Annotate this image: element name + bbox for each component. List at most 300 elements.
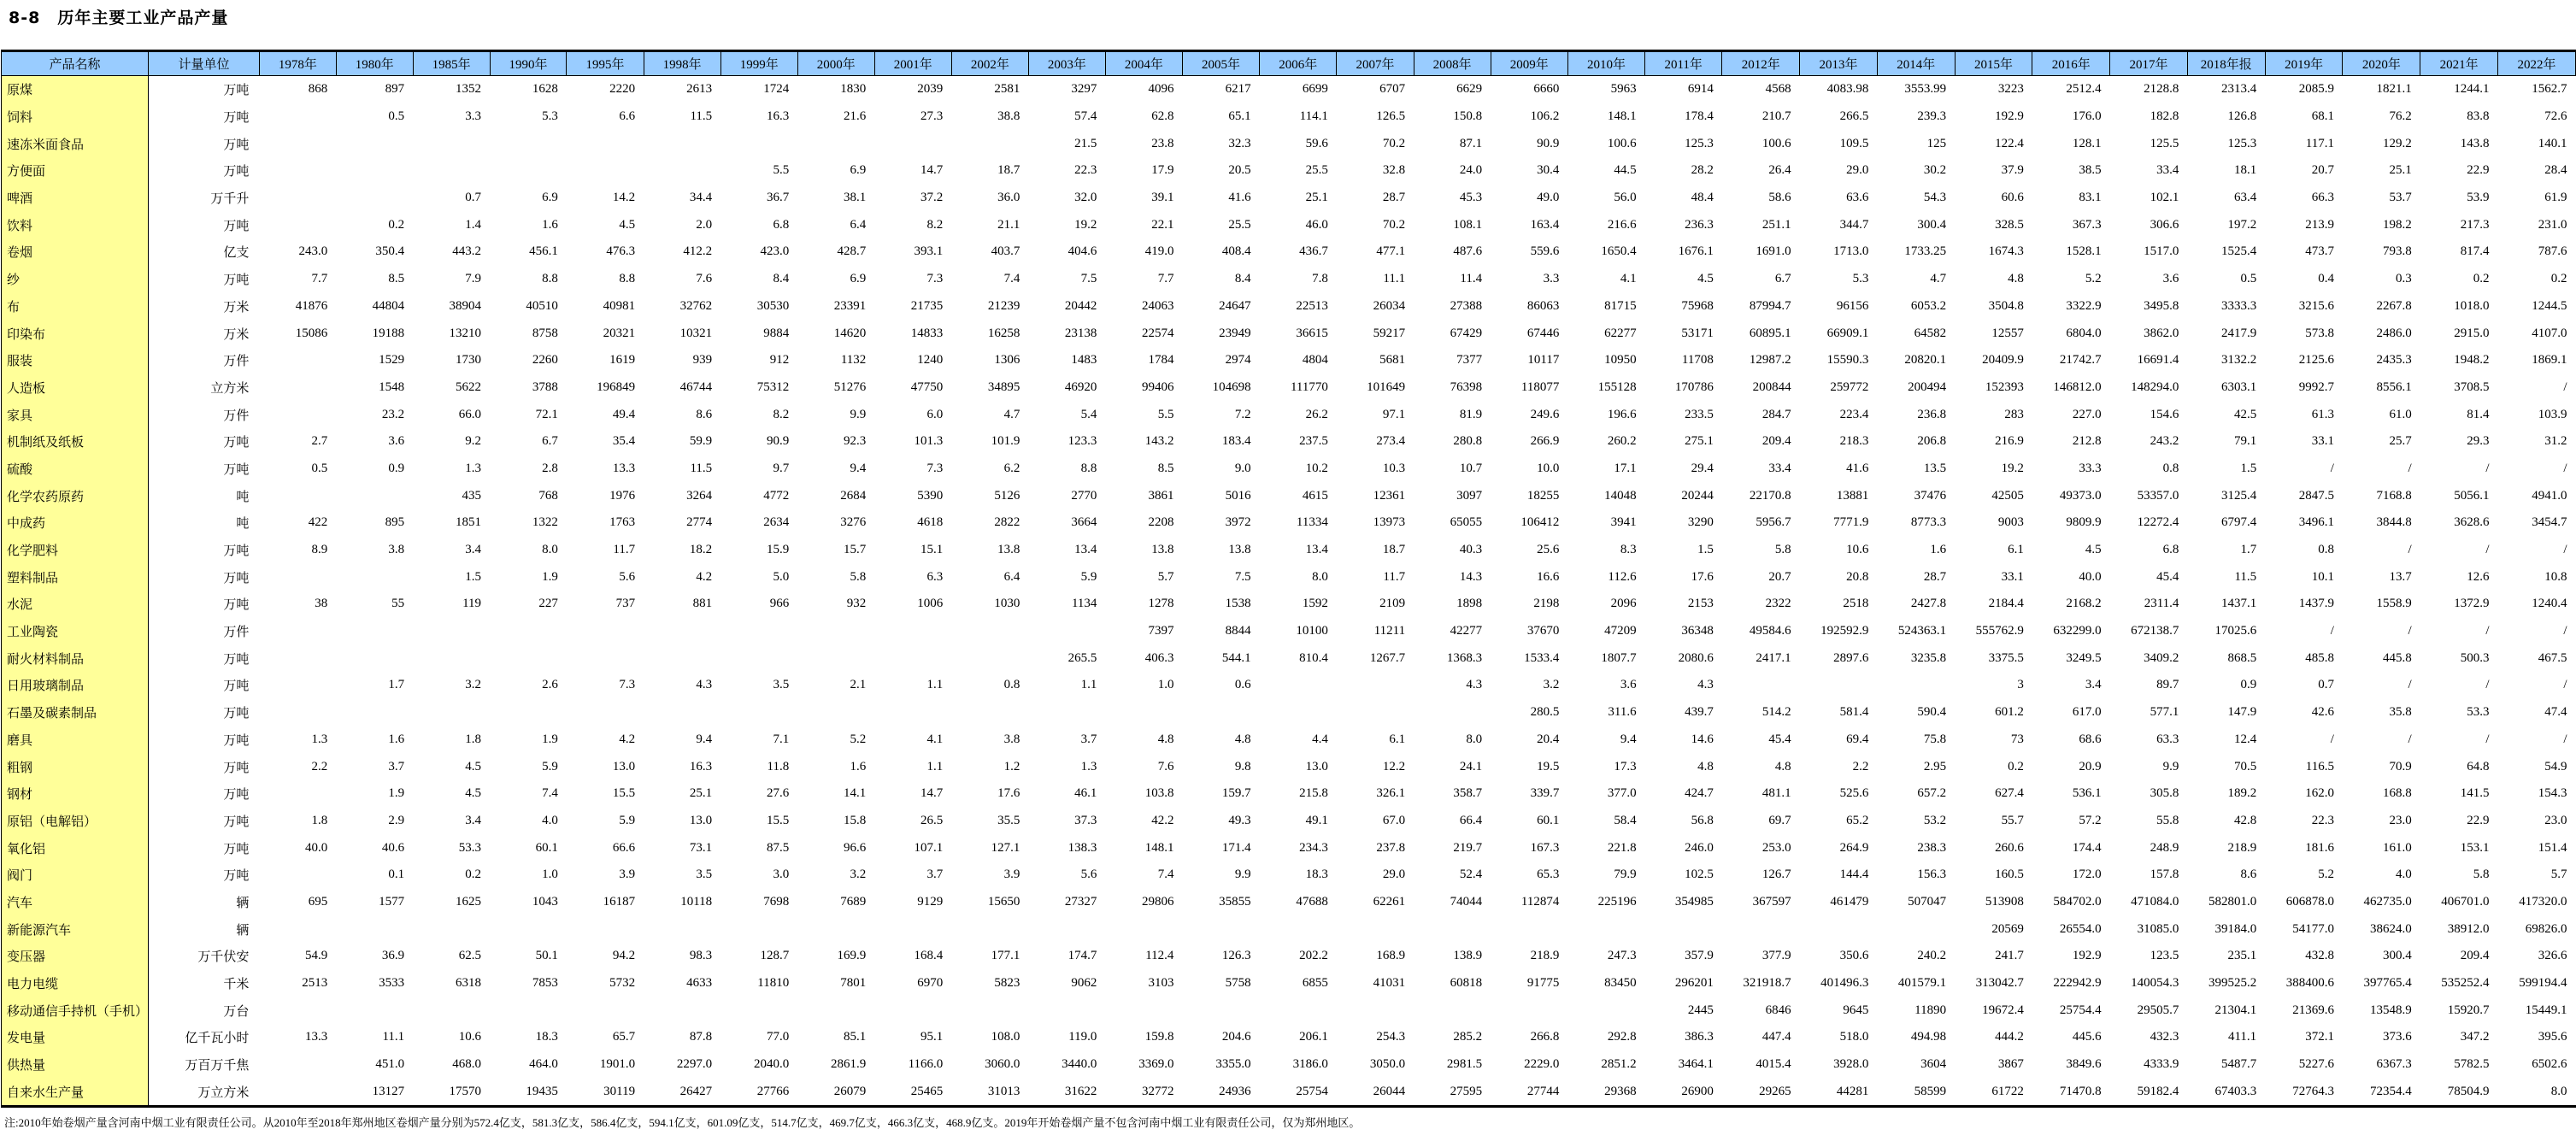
value-cell: 3849.6 [2066,1057,2102,1072]
value-cell: 94.2 [612,949,636,963]
value-cell: 5.9 [1080,569,1097,584]
value-cell: 0.2 [465,868,482,882]
value-cell: 2128.8 [2144,82,2179,97]
value-cell: 32.0 [1074,191,1097,205]
value-cell: 2417.1 [1756,650,1791,665]
unit-cell: 万吨 [223,219,250,233]
value-cell: 3.5 [773,678,790,692]
value-cell [413,644,490,672]
value-cell: 19672.4 [1982,1003,2024,1017]
value-cell: 20321 [603,326,636,340]
value-cell: 59217 [1373,326,1406,340]
unit-cell: 万吨 [223,111,250,126]
value-cell: 197.2 [2227,217,2257,232]
value-cell: 25.1 [1305,191,1328,205]
product-name-cell: 硫酸 [2,456,149,483]
value-cell: 632299.0 [2053,624,2102,638]
value-cell: 1306 [994,353,1020,368]
value-cell: 16.3 [766,109,790,124]
value-cell: / [2563,678,2567,692]
value-cell: 6629 [1456,82,1483,97]
value-cell [720,644,797,672]
value-cell: 46920 [1064,379,1097,394]
value-cell: 1.6 [1930,543,1947,557]
value-cell: 9.9 [2162,759,2179,773]
value-cell: 87.8 [689,1030,713,1044]
value-cell: 462735.0 [2363,894,2412,909]
value-cell: 49.0 [1537,191,1560,205]
value-cell: 54.3 [1923,191,1947,205]
product-name-cell: 化学农药原药 [2,482,149,509]
value-cell: 406.3 [1144,650,1174,665]
value-cell: 3.0 [773,868,790,882]
value-cell: 15590.3 [1826,353,1869,368]
value-cell: 10.7 [1459,461,1483,475]
value-cell [644,618,720,645]
value-cell: 3788 [532,379,558,394]
value-cell: 2897.6 [1833,650,1869,665]
value-cell: 0.5 [2240,272,2257,286]
value-cell: 26554.0 [2059,921,2102,936]
value-cell: 3454.7 [2532,515,2567,530]
product-name-cell: 石墨及碳素制品 [2,699,149,726]
value-cell: 141.5 [2460,786,2490,801]
value-cell: / [2563,379,2567,394]
value-cell: 2168.2 [2066,597,2102,611]
value-cell: 3223 [1997,82,2024,97]
value-cell: 5.9 [619,813,636,827]
value-cell: 8.2 [773,407,790,421]
value-cell: 5823 [994,976,1020,991]
value-cell: 238.3 [1917,840,1947,855]
value-cell: 424.7 [1685,786,1714,801]
value-cell: 9.2 [465,434,482,449]
table-row [2,157,2576,185]
table-row [2,591,2576,618]
value-cell: 966 [769,597,790,611]
value-cell: 3215.6 [2298,298,2334,313]
value-cell: 10950 [1604,353,1637,368]
value-cell: 58.4 [1614,813,1637,827]
value-cell: 5.7 [2550,868,2567,882]
value-cell: 581.4 [1839,705,1869,720]
value-cell: 33.1 [2311,434,2334,449]
value-cell: 47.4 [2544,705,2567,720]
value-cell: 4.0 [2395,868,2412,882]
value-cell: 64.8 [2467,759,2490,773]
value-cell: 22.3 [1074,163,1097,178]
value-cell: 36348 [1681,624,1714,638]
value-cell: 8758 [532,326,558,340]
value-cell: 204.6 [1221,1030,1251,1044]
value-cell: 2.2 [1852,759,1869,773]
value-cell: 273.4 [1376,434,1406,449]
value-cell: 444.2 [1995,1030,2024,1044]
value-cell: 24063 [1141,298,1174,313]
value-cell: 38.5 [2079,163,2102,178]
products-table [1,50,2576,1108]
product-name-cell: 中成药 [2,509,149,537]
value-cell: 62.8 [1151,109,1174,124]
value-cell: 7.3 [926,272,944,286]
value-cell: 27595 [1450,1084,1483,1098]
value-cell: 2512.4 [2066,82,2102,97]
value-cell: 7.1 [773,732,790,746]
value-cell: 525.6 [1839,786,1869,801]
value-cell: 103.9 [2538,407,2567,421]
value-cell: 54.9 [305,949,328,963]
column-header: 2015年 [1955,51,2032,76]
value-cell: 9.7 [773,461,790,475]
value-cell: 1.7 [2240,543,2257,557]
value-cell: 1043 [532,894,558,909]
value-cell: 7698 [763,894,790,909]
value-cell: 172.0 [2072,868,2102,882]
value-cell: 19.2 [2001,461,2024,475]
value-cell: 162.0 [2305,786,2334,801]
value-cell: 111770 [1290,379,1328,394]
unit-cell: 亿支 [223,246,250,261]
value-cell: 377.9 [1761,949,1791,963]
value-cell: 22513 [1296,298,1328,313]
value-cell: 17.6 [1691,569,1714,584]
value-cell: 339.7 [1530,786,1560,801]
value-cell: 2.8 [542,461,558,475]
value-cell: 2981.5 [1446,1057,1483,1072]
table-row [2,1024,2576,1051]
value-cell: / [2408,732,2412,746]
value-cell [259,401,336,428]
value-cell: 476.3 [606,244,636,259]
value-cell: 47750 [910,379,944,394]
value-cell: 485.8 [2305,650,2334,665]
value-cell: 6.8 [2162,543,2179,557]
value-cell: 15449.1 [2525,1003,2567,1017]
value-cell: 3060.0 [985,1057,1020,1072]
value-cell: 29.0 [1846,163,1869,178]
value-cell: 112874 [1520,894,1560,909]
value-cell: 0.5 [388,109,405,124]
value-cell: 55.8 [2156,813,2179,827]
product-name-cell: 磨具 [2,726,149,754]
unit-cell: 万吨 [223,544,250,559]
value-cell: 1.0 [542,868,558,882]
value-cell: 90.9 [766,434,790,449]
value-cell: 25.1 [689,786,713,801]
value-cell: 275.1 [1685,434,1714,449]
value-cell: 40.0 [2079,569,2102,584]
value-cell [1722,915,1800,943]
value-cell [1105,699,1182,726]
value-cell: / [2408,543,2412,557]
column-header: 2020年 [2343,51,2420,76]
value-cell: 148.1 [1144,840,1174,855]
value-cell: 1437.1 [2220,597,2257,611]
value-cell: 584702.0 [2053,894,2102,909]
value-cell: / [2485,461,2490,475]
value-cell: 6053.2 [1910,298,1947,313]
value-cell: 2.9 [388,813,405,827]
value-cell: 1807.7 [1601,650,1637,665]
value-cell: 6804.0 [2066,326,2102,340]
value-cell: 25465 [910,1084,944,1098]
value-cell: 4.1 [926,732,944,746]
value-cell: 2417.9 [2220,326,2257,340]
value-cell: 1713.0 [1833,244,1869,259]
value-cell: 6707 [1379,82,1406,97]
value-cell: 21.1 [997,217,1020,232]
value-cell: 237.5 [1299,434,1328,449]
value-cell: 2080.6 [1678,650,1714,665]
value-cell: 72354.4 [2369,1084,2412,1098]
value-cell [567,130,644,157]
product-name-cell: 印染布 [2,320,149,347]
value-cell: 210.7 [1761,109,1791,124]
value-cell: 1132 [840,353,867,368]
value-cell: 3.4 [2085,678,2102,692]
value-cell: 20442 [1064,298,1097,313]
value-cell: 98.3 [689,949,713,963]
value-cell: 7.6 [696,272,713,286]
value-cell: 37.2 [920,191,944,205]
value-cell: 266.5 [1839,109,1869,124]
value-cell: / [2330,732,2334,746]
value-cell: 27744 [1526,1084,1560,1098]
value-cell: 27766 [756,1084,790,1098]
value-cell [1260,997,1337,1024]
value-cell: 218.9 [1530,949,1560,963]
value-cell: 3276 [840,515,867,530]
unit-cell: 吨 [236,490,250,504]
unit-cell: 万吨 [223,815,250,829]
product-name-cell: 纱 [2,266,149,293]
value-cell: 555762.9 [1975,624,2024,638]
value-cell: 11.5 [690,461,713,475]
value-cell: / [2485,732,2490,746]
value-cell: 868 [308,82,328,97]
value-cell: 178.4 [1685,109,1714,124]
value-cell: 182.8 [2150,109,2179,124]
value-cell: 81.4 [2467,407,2490,421]
column-header: 2005年 [1182,51,1259,76]
value-cell: 148.1 [1607,109,1637,124]
value-cell: 1674.3 [1988,244,2024,259]
value-cell [336,130,413,157]
value-cell [259,374,336,402]
value-cell [336,997,413,1024]
value-cell: 38.1 [844,191,867,205]
value-cell: 1763 [609,515,636,530]
value-cell: 7.3 [926,461,944,475]
column-header: 1985年 [413,51,490,76]
value-cell: 13.8 [1151,543,1174,557]
value-cell: 246.0 [1685,840,1714,855]
value-cell: 4.8 [1234,732,1251,746]
value-cell: 284.7 [1761,407,1791,421]
value-cell: 1976 [609,488,636,503]
value-cell: 2267.8 [2376,298,2412,313]
value-cell: 6660 [1533,82,1560,97]
value-cell: 73 [2010,732,2024,746]
value-cell [259,130,336,157]
value-cell: 3495.8 [2144,298,2179,313]
value-cell: 49.4 [612,407,636,421]
value-cell: 138.9 [1453,949,1483,963]
value-cell: 5782.5 [2454,1057,2490,1072]
value-cell: 13127 [372,1084,405,1098]
value-cell: 72.1 [535,407,558,421]
value-cell: 59182.4 [2137,1084,2179,1098]
value-cell: 60.1 [535,840,558,855]
product-name-cell: 服装 [2,347,149,374]
value-cell: 6970 [917,976,944,991]
value-cell: 22.9 [2467,813,2490,827]
value-cell: 11.8 [767,759,790,773]
column-header: 产品名称 [2,51,149,76]
value-cell: 443.2 [452,244,482,259]
value-cell: 144.4 [1839,868,1869,882]
value-cell: 12.4 [2233,732,2257,746]
value-cell [644,997,720,1024]
value-cell: 2613 [686,82,713,97]
value-cell: 412.2 [683,244,713,259]
unit-cell: 万吨 [223,84,250,98]
value-cell: 912 [769,353,790,368]
value-cell: 112.6 [1608,569,1637,584]
value-cell: 2322 [1765,597,1791,611]
value-cell: 154.3 [2538,786,2567,801]
value-cell: 350.4 [375,244,405,259]
product-name-cell: 机制纸及纸板 [2,428,149,456]
value-cell [951,997,1028,1024]
value-cell: 7168.8 [2376,488,2412,503]
value-cell: 5956.7 [1756,515,1791,530]
unit-cell: 万吨 [223,788,250,803]
value-cell: 225196 [1597,894,1637,909]
value-cell: 296201 [1674,976,1714,991]
value-cell: 1628 [532,82,558,97]
value-cell [874,644,951,672]
value-cell: 27327 [1064,894,1097,909]
value-cell: 11.1 [1383,272,1406,286]
value-cell: 26.4 [1768,163,1791,178]
value-cell: 26.5 [920,813,944,827]
value-cell: 218.9 [2227,840,2257,855]
value-cell: 4.5 [465,786,482,801]
value-cell: 435 [462,488,482,503]
value-cell: 305.8 [2150,786,2179,801]
product-name-cell: 粗钢 [2,753,149,780]
value-cell: 507047 [1908,894,1947,909]
value-cell: 2153 [1687,597,1714,611]
value-cell: 6.3 [926,569,944,584]
value-cell [720,130,797,157]
value-cell: 22.3 [2311,813,2334,827]
value-cell: 44.5 [1614,163,1637,178]
value-cell: 10.3 [1382,461,1406,475]
value-cell: 6318 [456,976,482,991]
table-header-row [2,51,2576,76]
value-cell: 81715 [1604,298,1637,313]
value-cell: 75312 [756,379,790,394]
value-cell [259,699,336,726]
value-cell: 10117 [1527,353,1560,368]
value-cell: 9992.7 [2298,379,2334,394]
table-row [2,862,2576,889]
value-cell: 100.6 [1761,136,1791,150]
value-cell: 793.8 [2382,244,2412,259]
value-cell: 373.6 [2382,1030,2412,1044]
value-cell: 3.4 [465,543,482,557]
unit-cell: 万吨 [223,761,250,775]
value-cell: 487.6 [1453,244,1483,259]
column-header: 2010年 [1567,51,1644,76]
value-cell: 393.1 [914,244,944,259]
unit-cell: 万件 [223,626,250,640]
value-cell: 0.4 [2318,272,2334,286]
value-cell: 212.8 [2072,434,2102,449]
column-header: 1999年 [720,51,797,76]
value-cell: 1558.9 [2376,597,2412,611]
value-cell: 3844.8 [2376,515,2412,530]
value-cell: 5622 [456,379,482,394]
value-cell: 55 [391,597,405,611]
value-cell: 218.3 [1839,434,1869,449]
value-cell: 73.1 [689,840,713,855]
column-header: 2014年 [1877,51,1955,76]
value-cell: 89.7 [2156,678,2179,692]
value-cell [644,157,720,185]
value-cell: 13.3 [612,461,636,475]
value-cell: 2513 [302,976,328,991]
unit-cell: 立方米 [210,381,250,396]
product-name-cell: 移动通信手持机（手机） [2,997,149,1024]
value-cell: 3.7 [1080,732,1097,746]
value-cell [1567,997,1644,1024]
table-row [2,889,2576,916]
value-cell: 45.4 [1768,732,1791,746]
value-cell [1105,915,1182,943]
value-cell: 40.3 [1459,543,1483,557]
value-cell [259,780,336,808]
value-cell [336,644,413,672]
value-cell: 33.4 [2156,163,2179,178]
value-cell: 57.4 [1074,109,1097,124]
value-cell: 2109 [1379,597,1406,611]
value-cell: 3355.0 [1215,1057,1251,1072]
value-cell: 6699 [1302,82,1328,97]
value-cell: 13.0 [612,759,636,773]
value-cell: 33.4 [1768,461,1791,475]
value-cell: 40510 [526,298,558,313]
column-header: 2000年 [797,51,874,76]
value-cell: 122.4 [1995,136,2024,150]
value-cell: 26.2 [1305,407,1328,421]
value-cell: 10.8 [2544,569,2567,584]
value-cell: 897 [385,82,405,97]
value-cell: 83.1 [2079,191,2102,205]
value-cell [413,699,490,726]
value-cell: 3941 [1610,515,1637,530]
value-cell: 192.9 [2072,949,2102,963]
value-cell: 9.4 [696,732,713,746]
value-cell: 114.1 [1299,109,1328,124]
product-name-cell: 饮料 [2,211,149,238]
value-cell: 354985 [1674,894,1714,909]
value-cell: 235.1 [2227,949,2257,963]
value-cell: 66.4 [1459,813,1483,827]
value-cell: 192.9 [1995,109,2024,124]
